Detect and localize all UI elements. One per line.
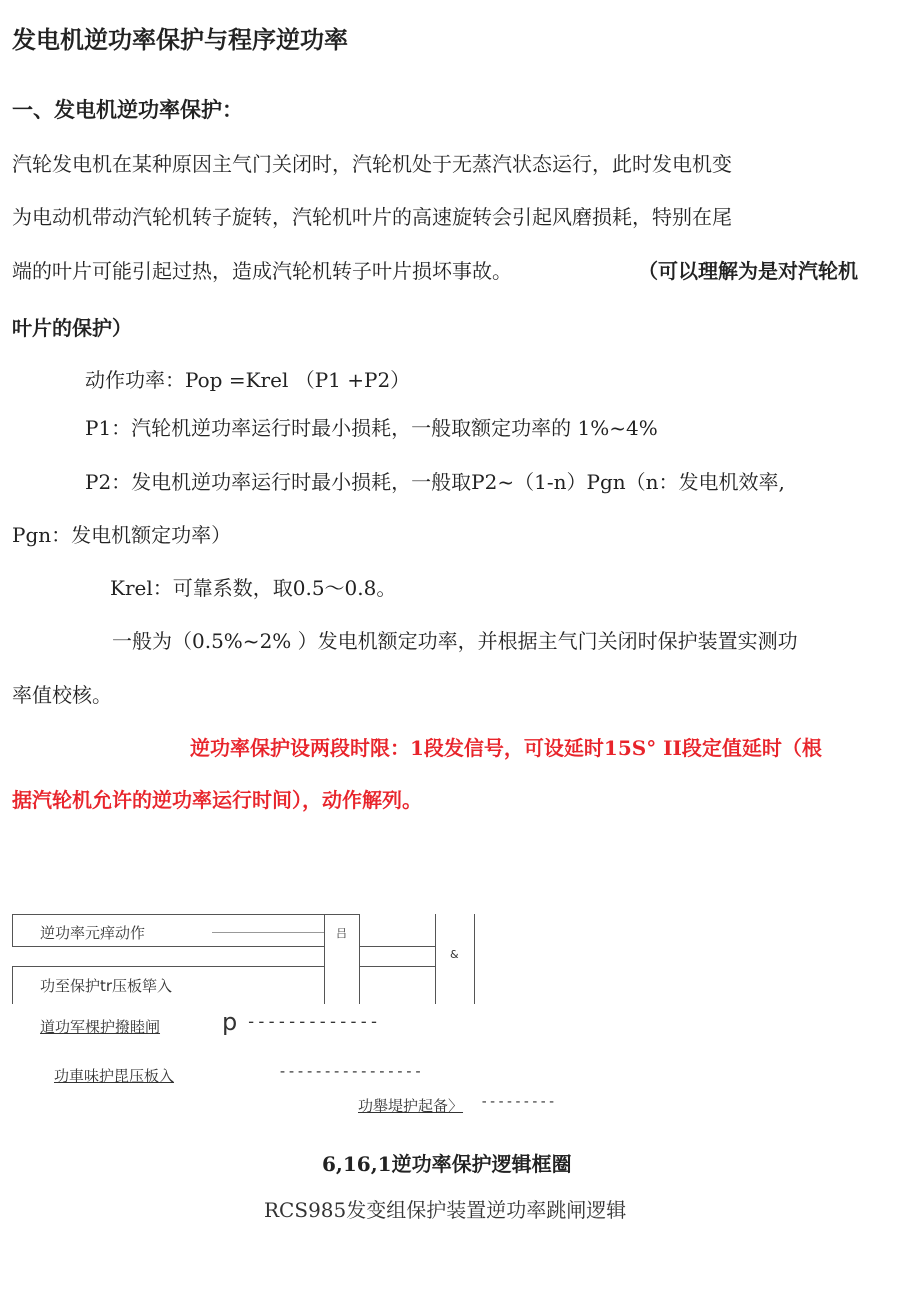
gate2-left [435,914,436,1004]
formula-line: 动作功率：Pop =Krel （P1 +P2） [85,368,411,392]
input3-marker: p [222,1008,238,1036]
input1-box-left [12,914,13,946]
input3-label: 道功军棵护撥睦闸 [40,1018,161,1036]
p2-line: Pgn：发电机额定功率） [12,523,232,547]
figure-subcaption: RCS985发变组保护装置逆功率跳闸逻辑 [264,1198,627,1222]
gate1-symbol: 吕 [336,927,347,940]
input2-label: 功至保护tr压板筚入 [40,977,173,995]
gate1-top [324,914,360,915]
krel-line: Krel：可靠系数，取0.5～0.8。 [110,576,397,600]
input1-box-bottom [12,946,324,947]
section-heading: 一、发电机逆功率保护： [12,98,243,122]
input2-box-top [12,966,324,967]
input2-box-left [12,966,13,1004]
gate-wire-1 [359,946,435,947]
p1-line: P1：汽轮机逆功率运行时最小损耗，一般取额定功率的 1%~4% [85,416,658,440]
input4-wire: ---------------- [278,1062,423,1080]
input1-box-top [12,914,324,915]
output-wire: --------- [480,1094,556,1110]
general-line: 一般为（0.5%~2% ）发电机额定功率，并根据主气门关闭时保护装置实测功 [112,629,798,653]
highlight-line: 逆功率保护设两段时限：1段发信号，可设延时15S° II段定值延时（根 [190,736,822,760]
gate1-right [359,914,360,1004]
input1-label: 逆功率元痒动作 [40,924,146,942]
note-text: （可以理解为是对汽轮机 [638,259,858,283]
input4-label: 功車味护毘压板入 [54,1067,175,1085]
general-line: 率值校核。 [12,683,112,707]
gate2-symbol: & [450,948,459,961]
gate-wire-2 [359,966,435,967]
paragraph-line: 为电动机带动汽轮机转子旋转，汽轮机叶片的高速旋转会引起风磨损耗，特别在尾 [12,205,732,229]
highlight-line: 据汽轮机允许的逆功率运行时间），动作解列。 [12,788,422,812]
p2-line: P2：发电机逆功率运行时最小损耗，一般取P2~（1-n）Pgn（n：发电机效率, [85,470,785,494]
input3-wire: ------------- [246,1012,380,1032]
paragraph-line: 汽轮发电机在某种原因主气门关闭时，汽轮机处于无蒸汽状态运行，此时发电机变 [12,152,732,176]
output-label: 功舉堤护起备〉 [358,1097,464,1115]
paragraph-line: 端的叶片可能引起过热，造成汽轮机转子叶片损坏事故。 [12,259,512,283]
page-title: 发电机逆功率保护与程序逆功率 [12,26,348,54]
input1-wire [212,932,324,933]
gate1-left [324,914,325,1004]
figure-caption: 6,16,1逆功率保护逻辑框圈 [322,1152,572,1176]
note-text: 叶片的保护） [12,316,132,340]
gate2-right [474,914,475,1004]
